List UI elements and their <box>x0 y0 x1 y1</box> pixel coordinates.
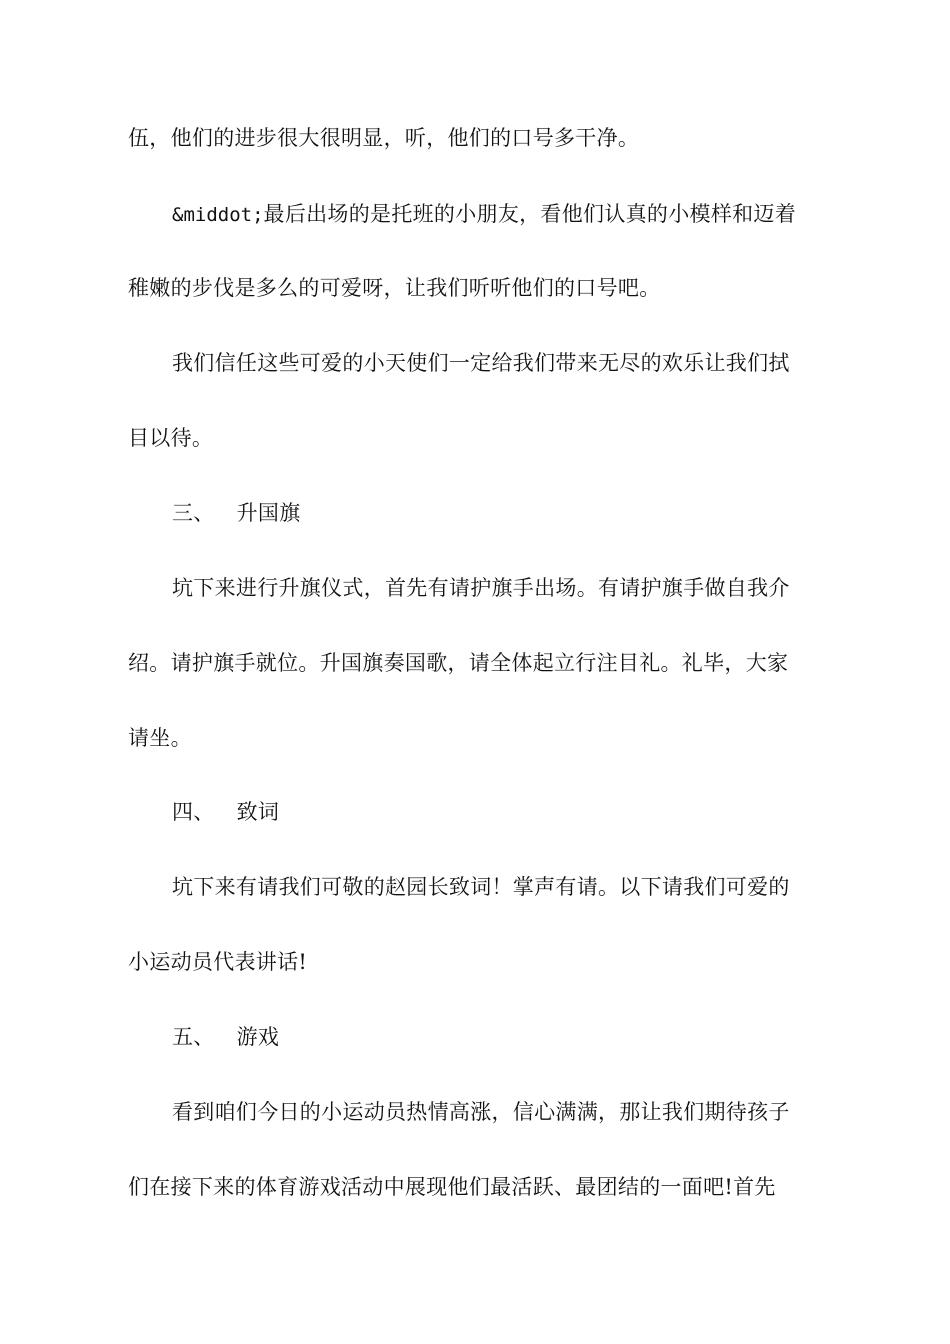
section-title: 升国旗 <box>236 501 301 525</box>
paragraph-text: 最后出场的是托班的小朋友，看他们认真的小模样和迈着 <box>263 202 797 226</box>
section-number: 五、 <box>172 1025 215 1049</box>
paragraph-line: 看到咱们今日的小运动员热情高涨，信心满满，那让我们期待孩子 <box>172 1100 790 1124</box>
paragraph-line: 我们信任这些可爱的小天使们一定给我们带来无尽的欢乐让我们拭 <box>172 351 790 375</box>
section-heading <box>172 797 872 827</box>
section-title: 致词 <box>236 800 280 824</box>
paragraph-line: 稚嫩的步伐是多么的可爱呀，让我们听听他们的口号吧。 <box>128 276 661 300</box>
paragraph-line: 目以待。 <box>128 426 214 450</box>
paragraph-line: 小运动员代表讲话! <box>128 950 308 974</box>
section-heading <box>172 1022 872 1052</box>
paragraph-line: 坑下来有请我们可敬的赵园长致词！掌声有请。以下请我们可爱的 <box>172 875 790 899</box>
entity-text: &middot; <box>172 204 264 226</box>
paragraph-line: 请坐。 <box>128 726 192 750</box>
section-heading <box>172 498 872 528</box>
paragraph-line: 伍，他们的进步很大很明显，听，他们的口号多干净。 <box>128 126 640 150</box>
section-title: 游戏 <box>236 1025 280 1049</box>
section-number: 四、 <box>172 800 215 824</box>
paragraph-line: 们在接下来的体育游戏活动中展现他们最活跃、最团结的一面吧!首先 <box>128 1175 776 1199</box>
paragraph-line <box>172 199 872 230</box>
paragraph-line: 绍。请护旗手就位。升国旗奏国歌，请全体起立行注目礼。礼毕，大家 <box>128 651 789 675</box>
paragraph-line: 坑下来进行升旗仪式，首先有请护旗手出场。有请护旗手做自我介 <box>172 576 790 600</box>
section-number: 三、 <box>172 501 215 525</box>
